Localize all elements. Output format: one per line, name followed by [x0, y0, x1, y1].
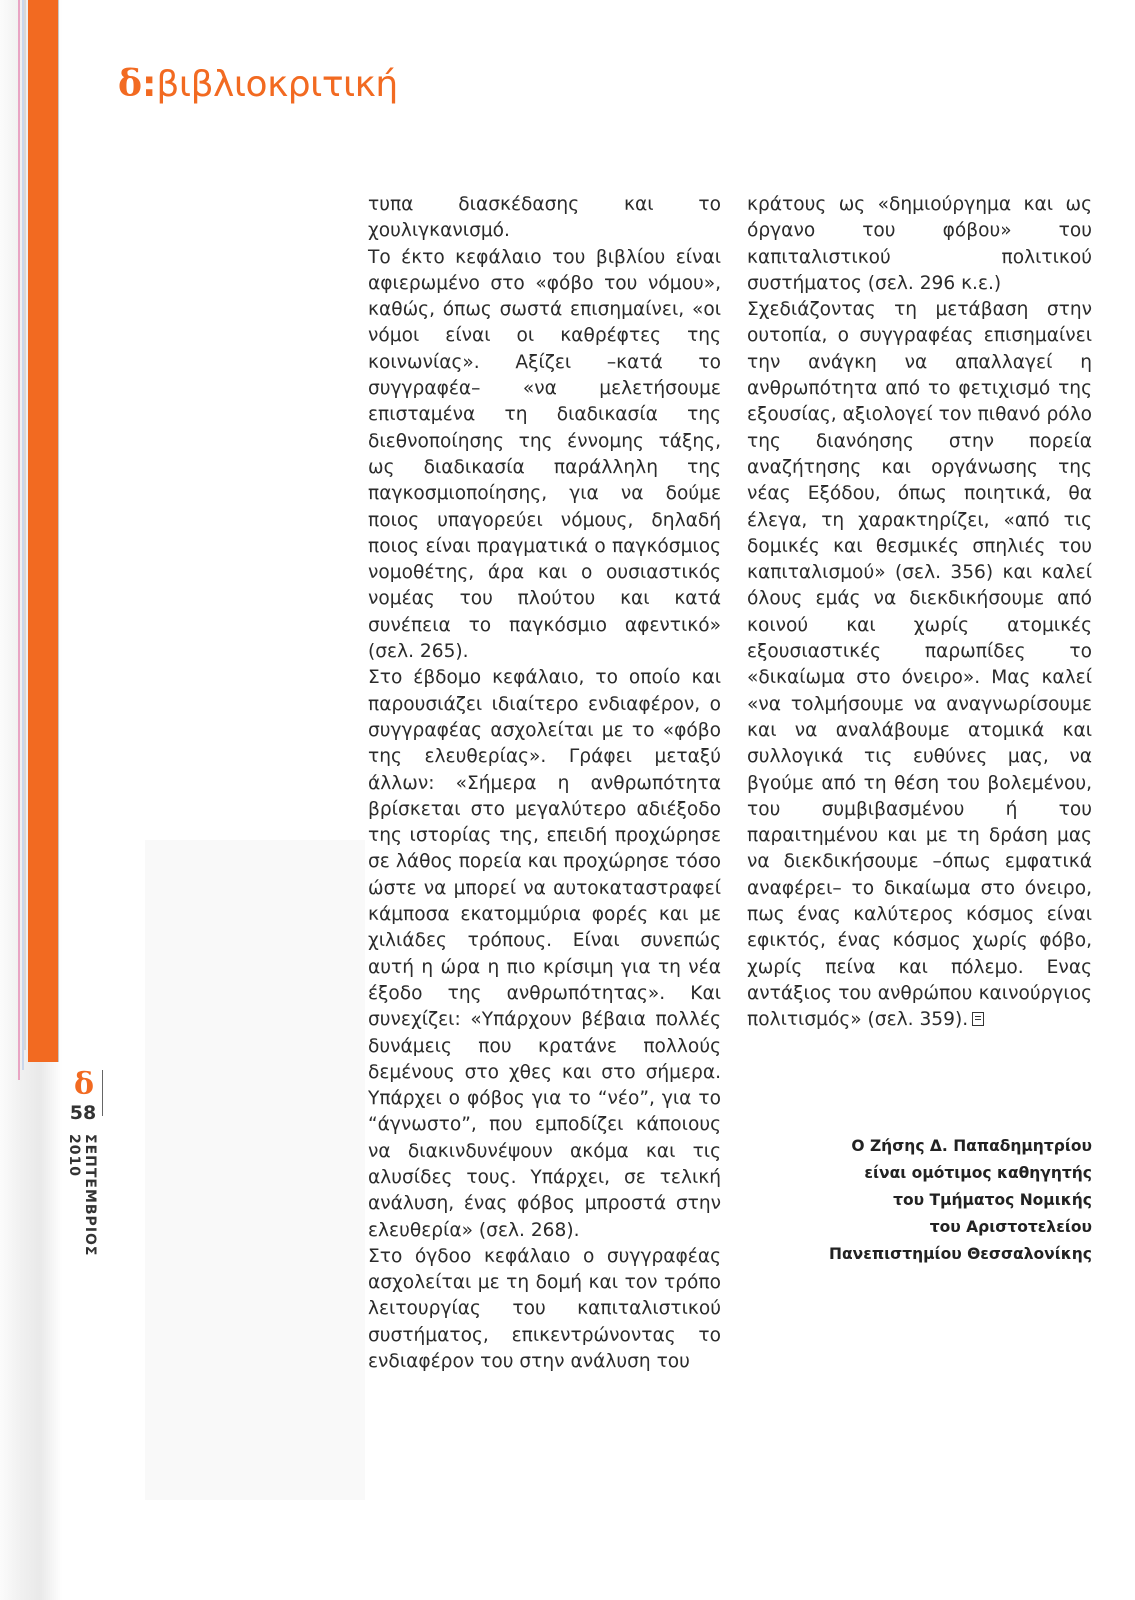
header-separator: :	[142, 64, 157, 105]
page-edge-stripe	[24, 0, 26, 1050]
section-header	[118, 63, 398, 105]
paragraph-text: Σχεδιάζοντας τη μετάβαση στην ουτοπία, ο συγγραφέας επισημαίνει την ανάγκη να απαλλαγεί η ανθρωπότητα από το φετιχισμό της εξουσίας, αξιολογεί τον πιθανό ρόλο της διανόησης στην πορεία αναζήτησης και οργάνωσης της νέας Εξόδου, όπως ποιητικά, θα έλεγα, τη χαρακτηρίζει, «από τις δομικές και θεσμικές σπηλιές του καπιταλισμού» (σελ. 356) και καλεί όλους εμάς να διεκδικήσουμε από κοινού και χωρίς ατομικές εξουσιαστικές παρωπίδες το «δικαίωμα στο όνειρο». Μας καλεί «να τολμήσουμε να αναγνωρίσουμε και να αναλάβουμε ατομικά και συλλογικά τις ευθύνες μας, να βγούμε από τη θέση του βολεμένου, του συμβιβασμένου ή του παραιτημένου και με τη δράση μας να διεκδικήσουμε –όπως εμφατικά αναφέρει– το δικαίωμα στο όνειρο, πως ένας καλύτερος κόσμος είναι εφικτός, ένας κόσμος χωρίς φόβο, χωρίς πείνα και πόλεμο. Ενας αντάξιος του ανθρώπου καινούργιος πολιτισμός» (σελ. 359).	[747, 299, 1092, 1031]
issue-year: 2010	[66, 1134, 82, 1177]
paragraph-with-end-mark	[747, 297, 1092, 1033]
author-bio	[790, 1133, 1092, 1268]
text-column-2	[747, 192, 1092, 1034]
paragraph: Στο όγδοο κεφάλαιο ο συγγραφέας ασχολείται με τη δομή και τον τρόπο λειτουργίας του καπιταλιστικού συστήματος, επικεντρώνοντας το ενδιαφέρον του στην ανάλυση του	[368, 1245, 721, 1373]
paragraph: Το έκτο κεφάλαιο του βιβλίου είναι αφιερωμένο στο «φόβο του νόμου», καθώς, όπως σωστά επισημαίνει, «οι νόμοι είναι οι καθρέφτες της κοινωνίας». Αξίζει –κατά το συγγραφέα– «να μελετήσουμε επισταμένα τη διαδικασία της διεθνοποίησης της έννομης τάξης, ως διαδικασία παράλληλη της παγκοσμιοποίησης, για να δούμε ποιος υπαγορεύει νόμους, δηλαδή ποιος είναι πραγματικά ο παγκόσμιος νομοθέτης, άρα και ο ουσιαστικός νομέας του πλούτου και κατά συνέπεια το παγκόσμιο αφεντικό» (σελ. 265).	[368, 246, 721, 663]
page-folio	[62, 1067, 102, 1257]
page-edge-stripe	[58, 0, 59, 1062]
author-bio-line: Πανεπιστημίου Θεσσαλονίκης	[829, 1245, 1092, 1263]
text-column-1	[368, 192, 721, 1375]
paragraph: κράτους ως «δημιούργημα και ως όργανο του φόβου» του καπιταλιστικού πολιτικού συστήματος (σελ. 296 κ.ε.)	[747, 194, 1092, 294]
page-number: 58	[69, 1102, 97, 1124]
author-bio-line: είναι ομότιμος καθηγητής	[864, 1164, 1092, 1182]
paragraph: τυπα διασκέδασης και το χουλιγκανισμό.	[368, 194, 721, 242]
orange-side-bar	[28, 0, 58, 1062]
paragraph: Στο έβδομο κεφάλαιο, το οποίο και παρουσιάζει ιδιαίτερο ενδιαφέρον, ο συγγραφέας ασχολείται με το «φόβο της ελευθερίας». Γράφει μεταξύ άλλων: «Σήμερα η ανθρωπότητα βρίσκεται στο μεγαλύτερο αδιέξοδο της ιστορίας της, επειδή προχώρησε σε λάθος πορεία και προχώρησε τόσο ώστε να μπορεί να αυτοκαταστραφεί κάμποσα εκατομμύρια φορές και με χιλιάδες τρόπους. Είναι συνεπώς αυτή η ώρα η πιο κρίσιμη για τη νέα έξοδο της ανθρωπότητας». Και συνεχίζει: «Υπάρχουν βέβαια πολλές δυνάμεις που κρατάνε πολλούς δεμένους στο χθες και στο σήμερα. Υπάρχει ο φόβος για το “νέο”, για το “άγνωστο”, που εμποδίζει κάποιους να διακινδυνέψουν ακόμα και τις αλυσίδες τους. Υπάρχει, σε τελική ανάλυση, ένας φόβος μπροστά στην ελευθερία» (σελ. 268).	[368, 667, 721, 1241]
magazine-logo: δ	[118, 63, 143, 105]
issue-month: ΣΕΠΤΕΜΒΡΙΟΣ	[82, 1134, 98, 1257]
folio-logo: δ	[73, 1067, 94, 1102]
folio-rule	[102, 1070, 103, 1116]
author-bio-line: του Αριστοτελείου	[929, 1218, 1092, 1236]
author-bio-line: του Τμήματος Νομικής	[893, 1191, 1092, 1209]
author-bio-line: Ο Ζήσης Δ. Παπαδημητρίου	[851, 1137, 1092, 1155]
show-through-panel	[145, 840, 365, 1500]
page-edge-stripe	[18, 0, 20, 1080]
section-title: βιβλιοκριτική	[156, 64, 398, 105]
end-of-article-icon	[972, 1012, 984, 1026]
